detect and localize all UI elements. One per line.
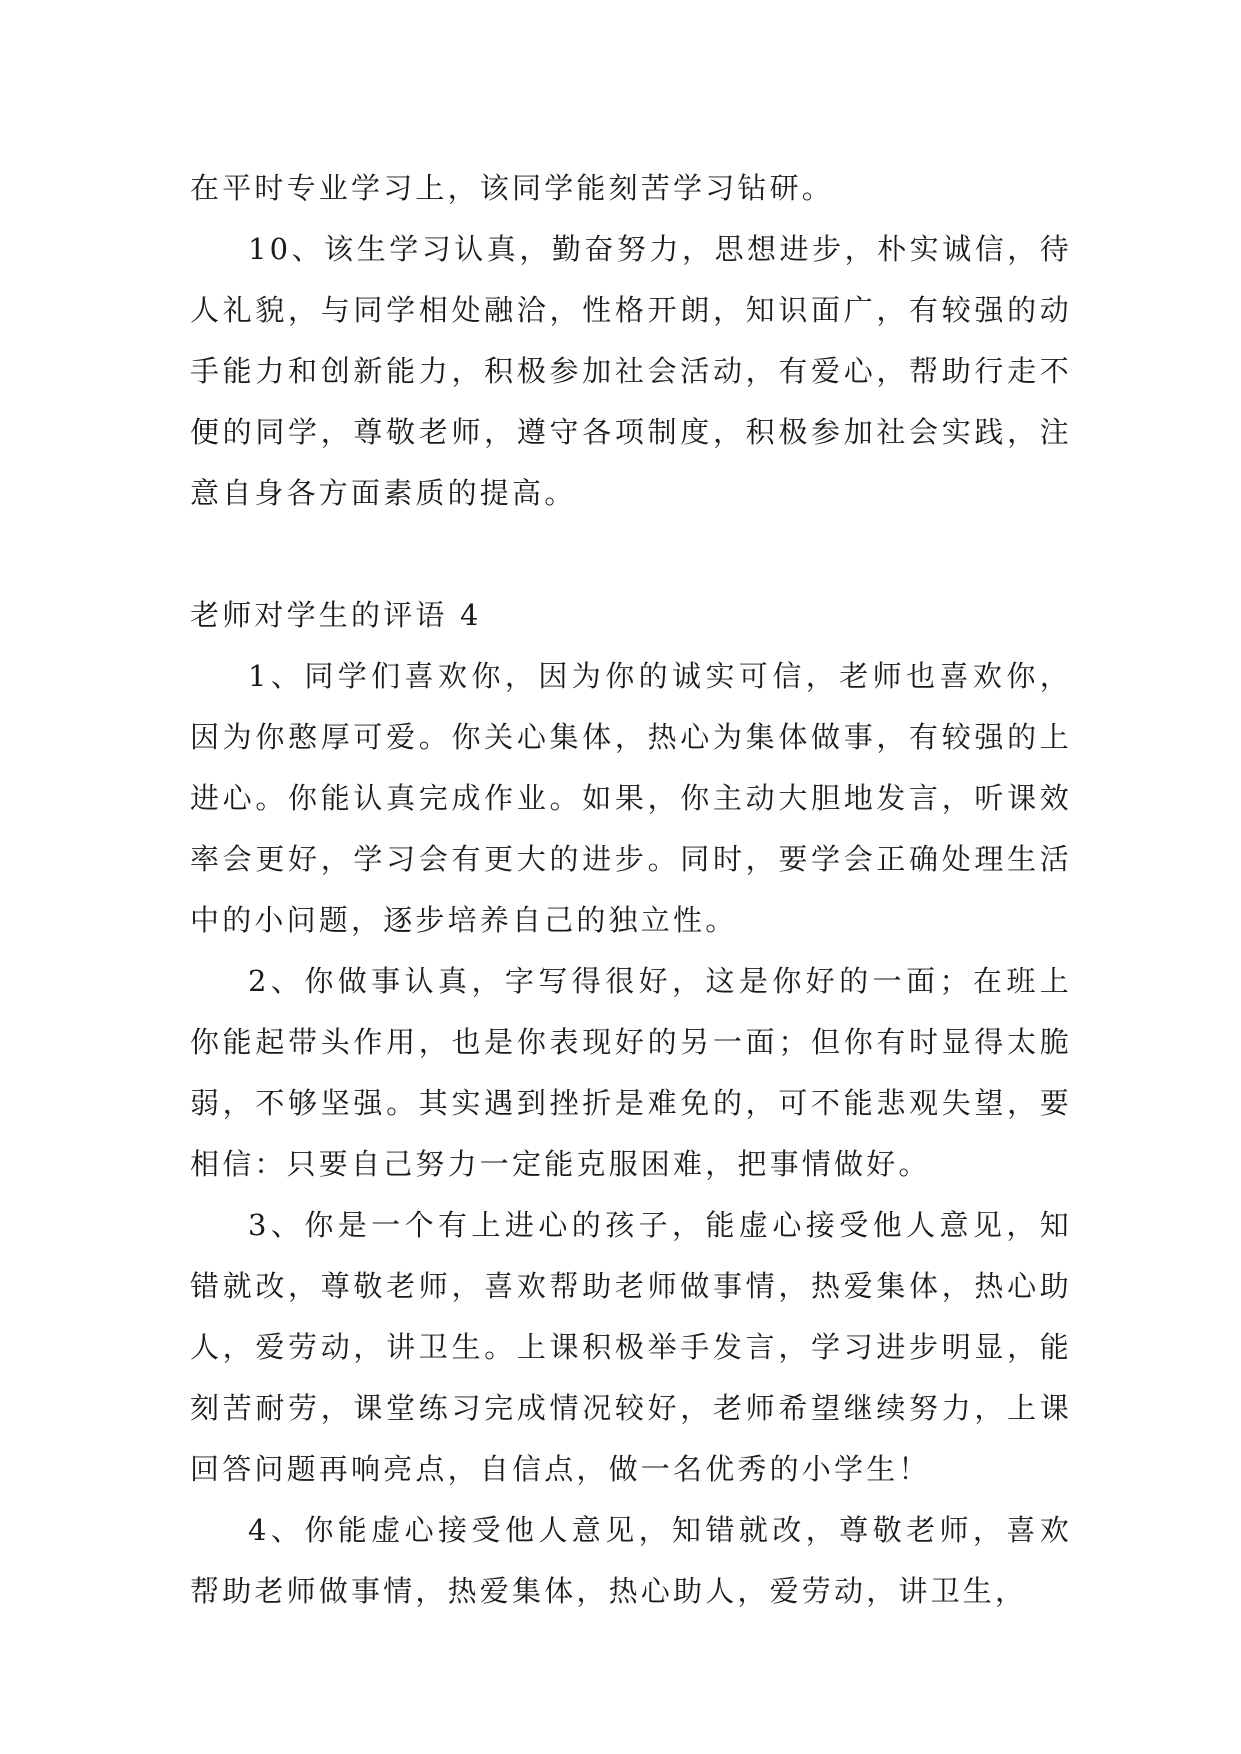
paragraph-comment-4: 4、你能虚心接受他人意见，知错就改，尊敬老师，喜欢帮助老师做事情，热爱集体，热心助人，爱劳动，讲卫生， xyxy=(190,1513,1072,1608)
paragraph-continuation: 在平时专业学习上，该同学能刻苦学习钻研。 xyxy=(190,171,835,205)
document-body xyxy=(190,158,1072,1622)
section-gap xyxy=(190,524,1072,585)
paragraph-comment-10: 10、该生学习认真，勤奋努力，思想进步，朴实诚信，待人礼貌，与同学相处融洽，性格开朗，知识面广，有较强的动手能力和创新能力，积极参加社会活动，有爱心，帮助行走不便的同学，尊敬老师，遵守各项制度，积极参加社会实践，注意自身各方面素质的提高。 xyxy=(190,232,1072,510)
paragraph-comment-1: 1、同学们喜欢你，因为你的诚实可信，老师也喜欢你，因为你憨厚可爱。你关心集体，热心为集体做事，有较强的上进心。你能认真完成作业。如果，你主动大胆地发言，听课效率会更好，学习会有更大的进步。同时，要学会正确处理生活中的小问题，逐步培养自己的独立性。 xyxy=(190,659,1072,937)
paragraph-comment-3: 3、你是一个有上进心的孩子，能虚心接受他人意见，知错就改，尊敬老师，喜欢帮助老师做事情，热爱集体，热心助人，爱劳动，讲卫生。上课积极举手发言，学习进步明显，能刻苦耐劳，课堂练习完成情况较好，老师希望继续努力，上课回答问题再响亮点，自信点，做一名优秀的小学生！ xyxy=(190,1208,1072,1486)
section-title: 老师对学生的评语 4 xyxy=(190,598,482,632)
paragraph-comment-2: 2、你做事认真，字写得很好，这是你好的一面；在班上你能起带头作用，也是你表现好的另一面；但你有时显得太脆弱，不够坚强。其实遇到挫折是难免的，可不能悲观失望，要相信：只要自己努力一定能克服困难，把事情做好。 xyxy=(190,964,1072,1181)
